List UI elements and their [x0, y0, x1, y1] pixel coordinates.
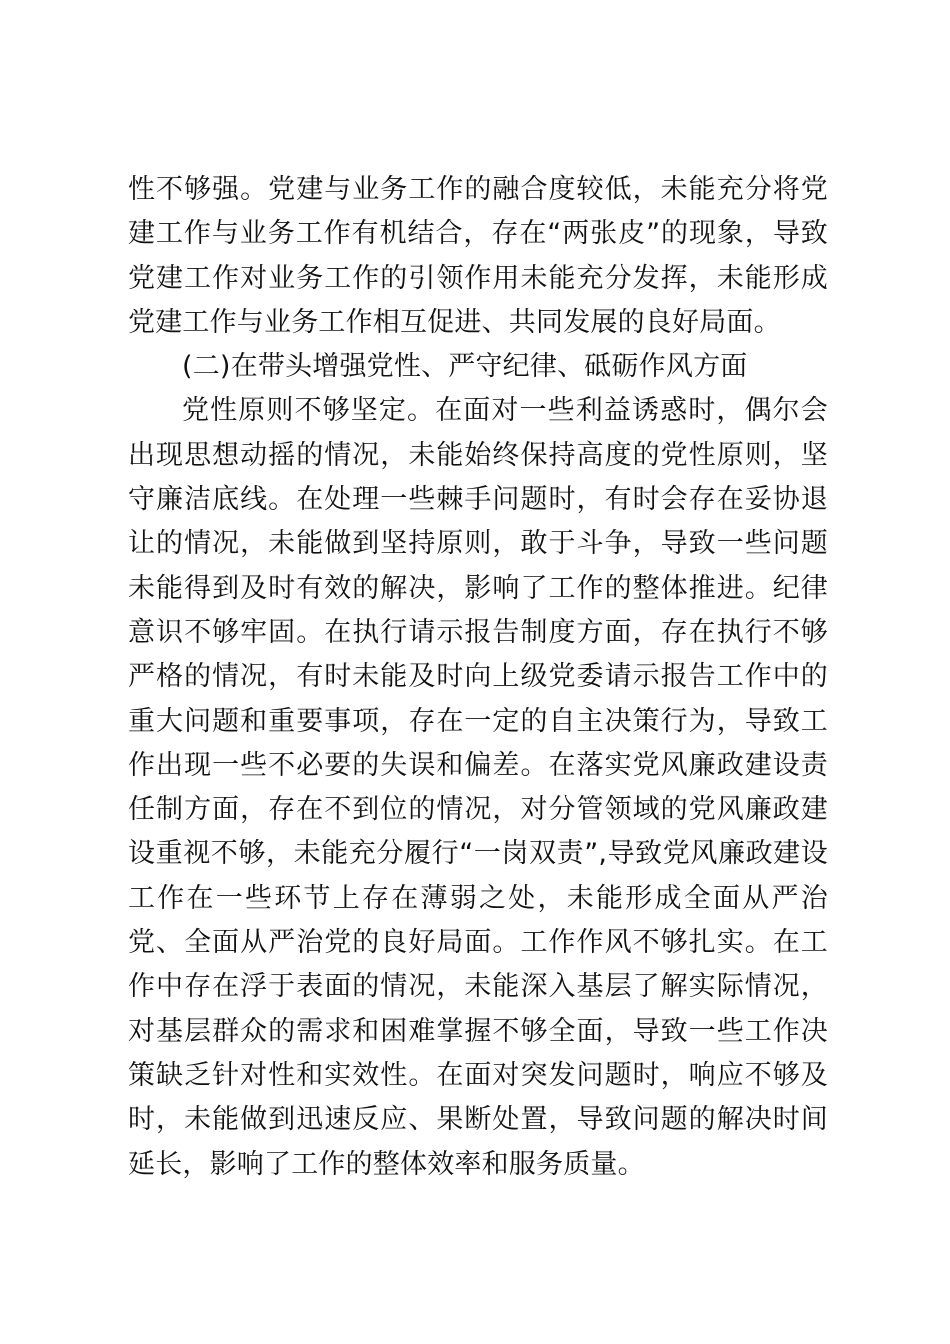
section-heading: (二)在带头增强党性、严守纪律、砥砺作风方面: [182, 351, 748, 383]
document-body: [128, 168, 828, 1187]
paragraph-body: 党性原则不够坚定。在面对一些利益诱惑时，偶尔会出现思想动摇的情况，未能始终保持高度的党性原则，坚守廉洁底线。在处理一些棘手问题时，有时会存在妥协退让的情况，未能做到坚持原则，敢于斗争，导致一些问题未能得到及时有效的解决，影响了工作的整体推进。纪律意识不够牢固。在执行请示报告制度方面，存在执行不够严格的情况，有时未能及时向上级党委请示报告工作中的重大问题和重要事项，存在一定的自主决策行为，导致工作出现一些不必要的失误和偏差。在落实党风廉政建设责任制方面，存在不到位的情况，对分管领域的党风廉政建设重视不够，未能充分履行“一岗双责”,导致党风廉政建设工作在一些环节上存在薄弱之处，未能形成全面从严治党、全面从严治党的良好局面。工作作风不够扎实。在工作中存在浮于表面的情况，未能深入基层了解实际情况，对基层群众的需求和困难掌握不够全面，导致一些工作决策缺乏针对性和实效性。在面对突发问题时，响应不够及时，未能做到迅速反应、果断处置，导致问题的解决时间延长，影响了工作的整体效率和服务质量。: [128, 395, 828, 1180]
paragraph-continuation: 性不够强。党建与业务工作的融合度较低，未能充分将党建工作与业务工作有机结合，存在“两张皮”的现象，导致党建工作对业务工作的引领作用未能充分发挥，未能形成党建工作与业务工作相互促进、共同发展的良好局面。: [128, 174, 828, 338]
